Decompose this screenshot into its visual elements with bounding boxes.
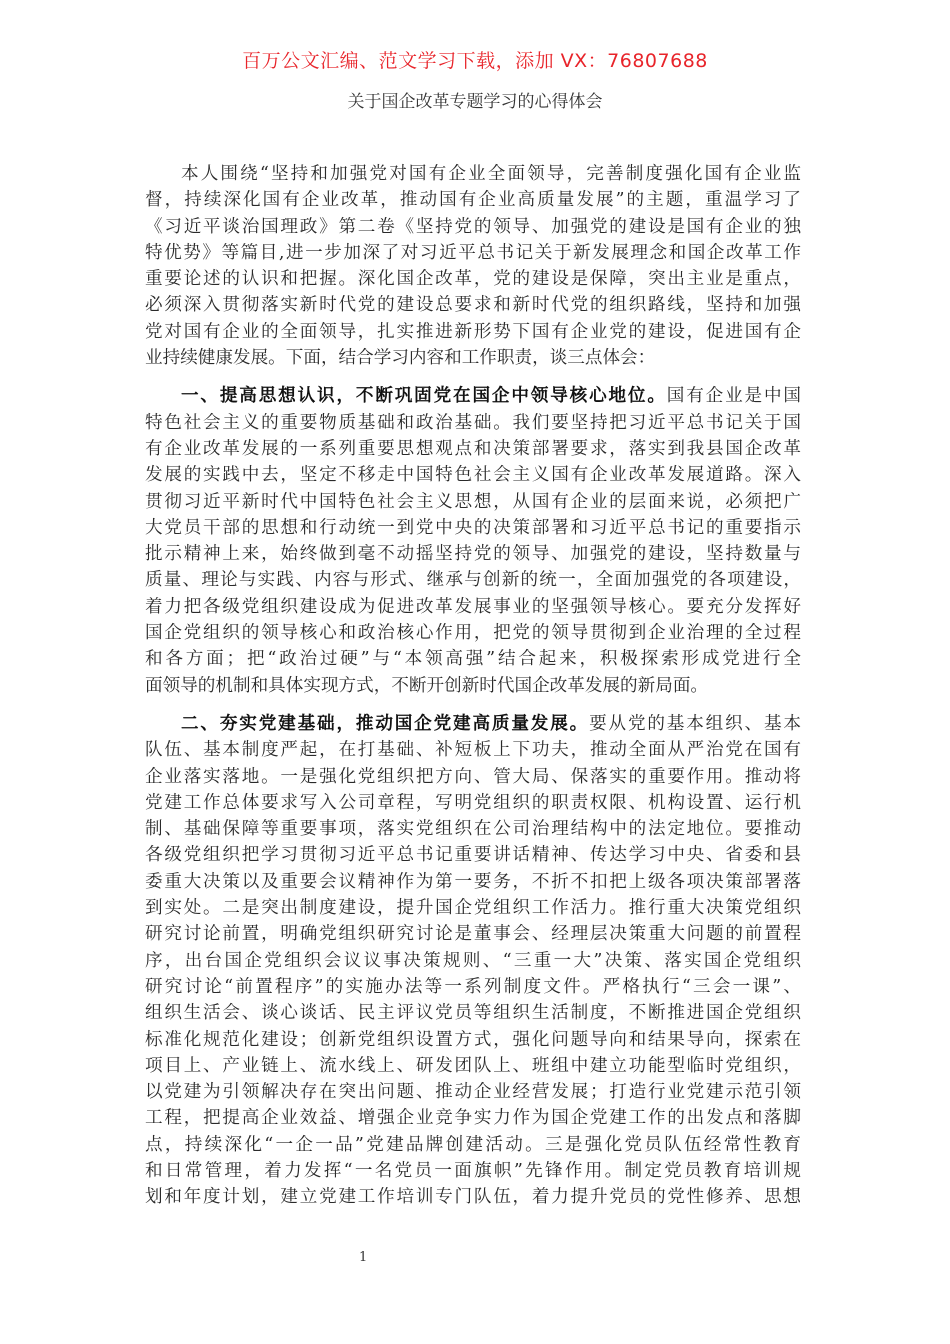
text-line	[145, 842, 801, 868]
line-text: 以党建为引领解决存在突出问题、推动企业经营发展；打造行业党建示范引领	[145, 1082, 801, 1103]
line-text: 标准化规范化建设；创新党组织设置方式，强化问题导向和结果导向，探索在	[145, 1029, 801, 1050]
text-line	[145, 646, 801, 672]
text-line	[145, 673, 801, 699]
line-text: 到实处。二是突出制度建设，提升国企党组织工作活力。推行重大决策党组织	[145, 898, 801, 919]
text-line	[145, 462, 801, 488]
text-line	[145, 489, 801, 515]
text-line	[145, 541, 801, 567]
text-line	[145, 1027, 801, 1053]
line-text: 国有企业是中国	[666, 386, 801, 407]
text-line	[145, 764, 801, 790]
text-line	[145, 567, 801, 593]
text-line	[145, 292, 801, 318]
text-line	[145, 345, 801, 371]
line-text: 制、基础保障等重要事项，落实党组织在公司治理结构中的法定地位。要推动	[145, 819, 801, 840]
text-line	[145, 594, 801, 620]
line-text: 各级党组织把学习贯彻习近平总书记重要讲话精神、传达学习中央、省委和县	[145, 845, 801, 866]
text-line	[145, 436, 801, 462]
line-text: 项目上、产业链上、流水线上、研发团队上、班组中建立功能型临时党组织，	[145, 1055, 801, 1076]
paragraph	[145, 383, 801, 699]
line-text: 党建工作总体要求写入公司章程，写明党组织的职责权限、机构设置、运行机	[145, 792, 801, 813]
text-line	[145, 319, 801, 345]
line-text: 工程，把提高企业效益、增强企业竞争实力作为国企党建工作的出发点和落脚	[145, 1108, 801, 1129]
text-line	[145, 240, 801, 266]
text-line	[145, 790, 801, 816]
line-text: 特色社会主义的重要物质基础和政治基础。我们要坚持把习近平总书记关于国	[145, 412, 801, 433]
text-line	[145, 214, 801, 240]
text-line	[145, 816, 801, 842]
line-text: 重要论述的认识和把握。深化国企改革，党的建设是保障，突出主业是重点，	[145, 269, 801, 290]
paragraph	[145, 161, 801, 371]
line-text: 和各方面；把“政治过硬”与“本领高强”结合起来，积极探索形成党进行全	[145, 649, 801, 670]
line-text: 划和年度计划，建立党建工作培训专门队伍，着力提升党员的党性修养、思想	[145, 1187, 801, 1208]
text-line	[145, 869, 801, 895]
line-text: 国企党组织的领导核心和政治核心作用，把党的领导贯彻到企业治理的全过程	[145, 623, 801, 644]
line-text: 要从党的基本组织、基本	[589, 713, 801, 734]
text-line	[145, 161, 801, 187]
line-text: 有企业改革发展的一系列重要思想观点和决策部署要求，落实到我县国企改革	[145, 438, 801, 459]
text-line	[145, 711, 801, 737]
line-text: 研究讨论“前置程序”的实施办法等一系列制度文件。严格执行“三会一课”、	[145, 976, 801, 997]
page-number: 1	[359, 1250, 368, 1265]
text-line	[145, 948, 801, 974]
line-text: 序，出台国企党组织会议议事决策规则、“三重一大”决策、落实国企党组织	[145, 950, 801, 971]
text-line	[145, 895, 801, 921]
text-line	[145, 1079, 801, 1105]
text-line	[145, 1158, 801, 1184]
line-text: 队伍、基本制度严起，在打基础、补短板上下功夫，推动全面从严治党在国有	[145, 740, 801, 761]
text-line	[145, 1184, 801, 1210]
line-text: 督，持续深化国有企业改革，推动国有企业高质量发展”的主题，重温学习了	[145, 190, 801, 211]
line-text: 着力把各级党组织建设成为促进改革发展事业的坚强领导核心。要充分发挥好	[145, 596, 801, 617]
line-text: 和日常管理，着力发挥“一名党员一面旗帜”先锋作用。制定党员教育培训规	[145, 1160, 801, 1181]
line-text: 业持续健康发展。下面，结合学习内容和工作职责，谈三点体会：	[145, 348, 656, 369]
section-heading: 一、提高思想认识，不断巩固党在国企中领导核心地位。	[181, 385, 667, 407]
text-line	[145, 1132, 801, 1158]
text-line	[145, 737, 801, 763]
line-text: 本人围绕“坚持和加强党对国有企业全面领导，完善制度强化国有企业监	[181, 164, 801, 184]
line-text: 特优势》等篇目,进一步加深了对习近平总书记关于新发展理念和国企改革工作	[145, 242, 801, 263]
text-line	[145, 921, 801, 947]
line-text: 《习近平谈治国理政》第二卷《坚持党的领导、加强党的建设是国有企业的独	[145, 216, 801, 237]
document-body	[145, 161, 801, 1223]
line-text: 必须深入贯彻落实新时代党的建设总要求和新时代党的组织路线，坚持和加强	[145, 295, 801, 316]
text-line	[145, 620, 801, 646]
line-text: 研究讨论前置，明确党组织研究讨论是董事会、经理层决策重大问题的前置程	[145, 924, 801, 945]
line-text: 党对国有企业的全面领导，扎实推进新形势下国有企业党的建设，促进国有企	[145, 321, 801, 342]
line-text: 组织生活会、谈心谈话、民主评议党员等组织生活制度，不断推进国企党组织	[145, 1003, 801, 1024]
text-line	[145, 974, 801, 1000]
text-line	[145, 515, 801, 541]
line-text: 企业落实落地。一是强化党组织把方向、管大局、保落实的重要作用。推动将	[145, 766, 801, 787]
text-line	[145, 410, 801, 436]
text-line	[145, 1105, 801, 1131]
line-text: 发展的实践中去，坚定不移走中国特色社会主义国有企业改革发展道路。深入	[145, 465, 801, 486]
text-line	[145, 1000, 801, 1026]
download-banner: 百万公文汇编、范文学习下载，添加 VX：76807688	[242, 50, 708, 72]
text-line	[145, 383, 801, 409]
line-text: 面领导的机制和具体实现方式，不断开创新时代国企改革发展的新局面。	[145, 675, 709, 696]
text-line	[145, 266, 801, 292]
paragraph	[145, 711, 801, 1211]
line-text: 贯彻习近平新时代中国特色社会主义思想，从国有企业的层面来说，必须把广	[145, 491, 801, 512]
line-text: 大党员干部的思想和行动统一到党中央的决策部署和习近平总书记的重要指示	[145, 517, 801, 538]
text-line	[145, 1053, 801, 1079]
line-text: 批示精神上来，始终做到毫不动摇坚持党的领导、加强党的建设，坚持数量与	[145, 544, 801, 565]
text-line	[145, 187, 801, 213]
document-title: 关于国企改革专题学习的心得体会	[347, 92, 603, 112]
line-text: 点，持续深化“一企一品”党建品牌创建活动。三是强化党员队伍经常性教育	[145, 1134, 801, 1155]
line-text: 委重大决策以及重要会议精神作为第一要务，不折不扣把上级各项决策部署落	[145, 871, 801, 892]
section-heading: 二、夯实党建基础，推动国企党建高质量发展。	[181, 712, 590, 734]
line-text: 质量、理论与实践、内容与形式、继承与创新的统一，全面加强党的各项建设，	[145, 570, 801, 591]
